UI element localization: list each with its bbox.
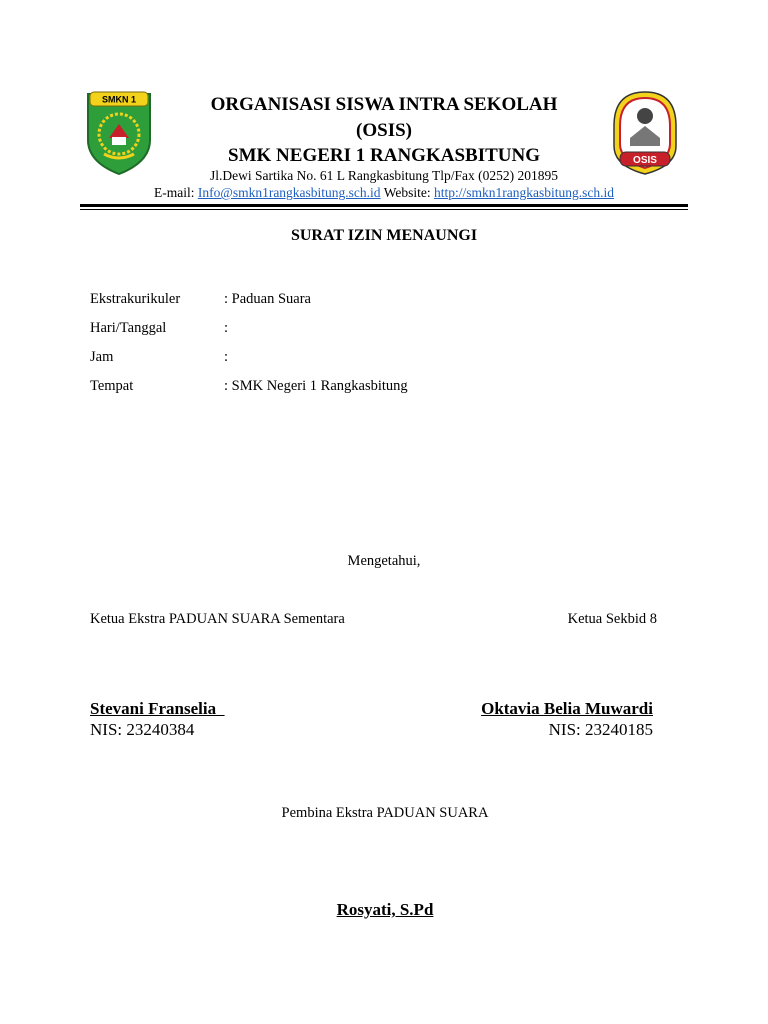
org-title-line1: ORGANISASI SISWA INTRA SEKOLAH — [210, 94, 558, 115]
field-value-ekstrakurikuler: : Paduan Suara — [224, 291, 311, 307]
osis-logo — [606, 86, 684, 178]
left-signer-nis: NIS: 23240384 — [90, 720, 195, 739]
acknowledged-text: Mengetahui, — [347, 553, 421, 569]
email-link[interactable]: Info@smkn1rangkasbitung.sch.id — [197, 185, 381, 200]
org-title-line2: (OSIS) — [356, 120, 412, 141]
smkn1-logo — [82, 88, 156, 176]
field-value-hari-tanggal: : — [224, 320, 229, 336]
school-address: Jl.Dewi Sartika No. 61 L Rangkasbitung Tlp/Fax (0252) 201895 — [210, 168, 558, 183]
website-link[interactable]: http://smkn1rangkasbitung.sch.id — [433, 185, 614, 200]
field-label-jam: Jam — [90, 349, 114, 365]
advisor-name: Rosyati, S.Pd — [336, 900, 434, 919]
left-signer-role: Ketua Ekstra PADUAN SUARA Sementara — [90, 611, 345, 627]
field-value-jam: : — [224, 349, 229, 365]
right-signer-role: Ketua Sekbid 8 — [567, 611, 657, 627]
field-label-hari-tanggal: Hari/Tanggal — [90, 320, 167, 336]
field-label-tempat: Tempat — [90, 378, 134, 394]
advisor-role: Pembina Ekstra PADUAN SUARA — [281, 805, 489, 821]
document-title: SURAT IZIN MENAUNGI — [290, 227, 478, 244]
right-signer-nis: NIS: 23240185 — [548, 720, 653, 739]
field-label-ekstrakurikuler: Ekstrakurikuler — [90, 291, 181, 307]
field-value-tempat: : SMK Negeri 1 Rangkasbitung — [224, 378, 408, 394]
header-rule-thick — [80, 204, 688, 207]
left-signer-name: Stevani Franselia — [90, 699, 225, 718]
school-title: SMK NEGERI 1 RANGKASBITUNG — [228, 145, 540, 166]
email-label: E-mail: — [154, 185, 198, 200]
right-signer-name: Oktavia Belia Muwardi — [481, 699, 653, 718]
website-label: Website: — [380, 185, 434, 200]
contact-line — [80, 185, 688, 201]
header-rule-thin — [80, 209, 688, 210]
osis-logo-text: OSIS — [633, 155, 657, 166]
smkn1-logo-text: SMKN 1 — [101, 94, 137, 105]
